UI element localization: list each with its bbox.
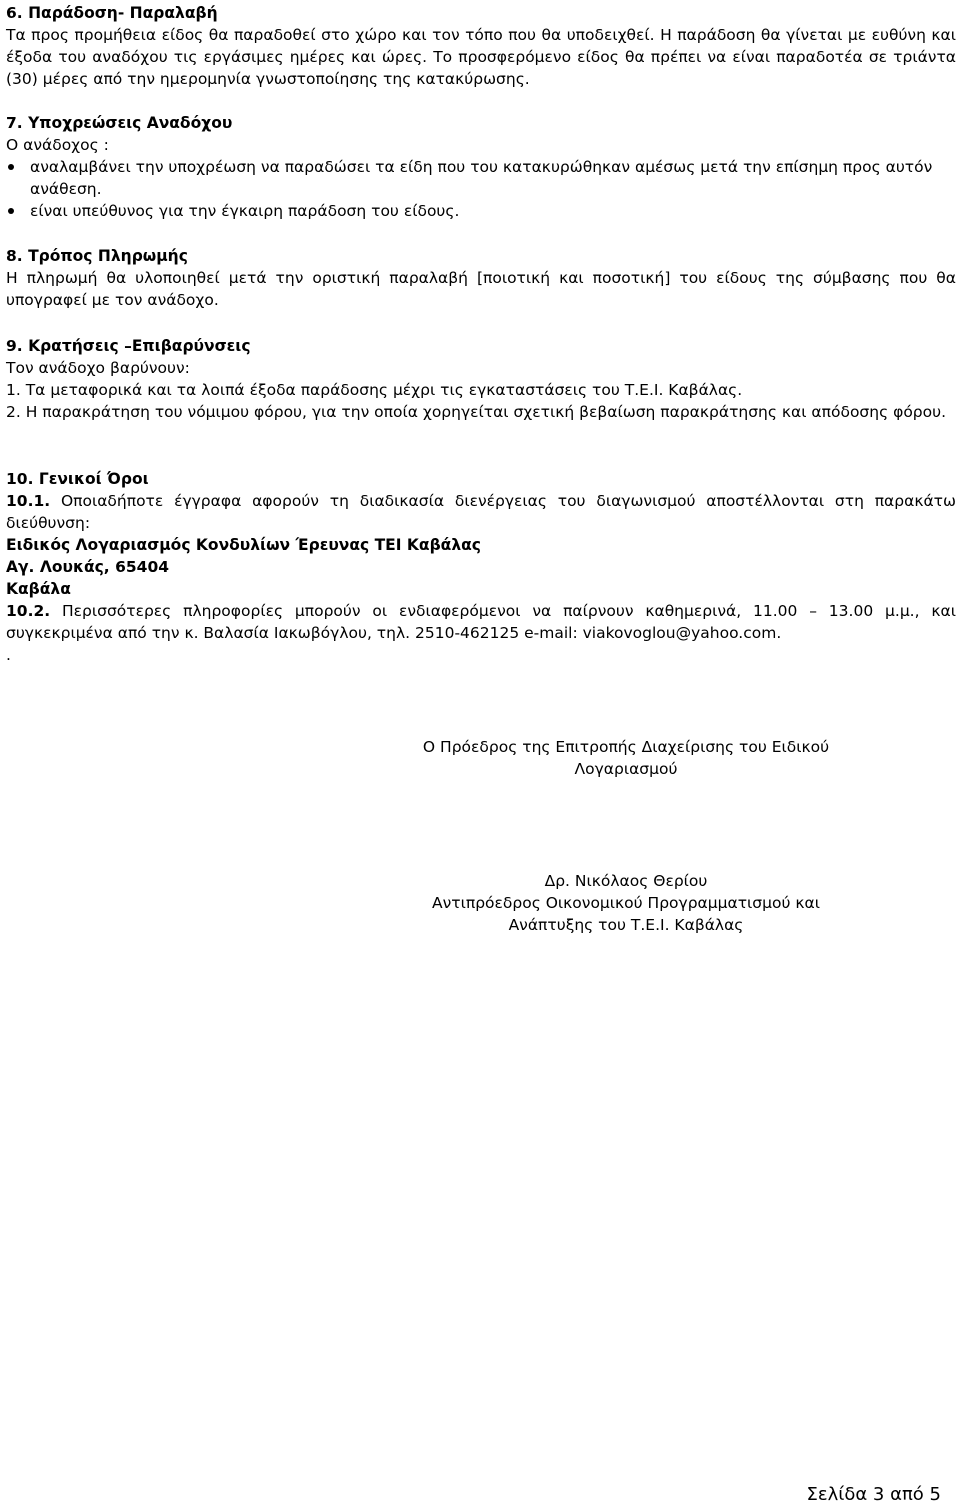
paragraph-10-2 <box>6 600 956 644</box>
list-item: είναι υπεύθυνος για την έγκαιρη παράδοση του είδους. <box>6 200 956 222</box>
address-line: Καβάλα <box>6 580 71 598</box>
section-9 <box>6 335 956 423</box>
address-line: Ειδικός Λογαριασμός Κονδυλίων Έρευνας ΤΕΙ Καβάλας <box>6 536 481 554</box>
paragraph-10-1 <box>6 490 956 534</box>
section-8 <box>6 245 956 311</box>
address-line: Αγ. Λουκάς, 65404 <box>6 558 170 576</box>
list-item: 1. Τα μεταφορικά και τα λοιπά έξοδα παράδοσης μέχρι τις εγκαταστάσεις του Τ.Ε.Ι. Καβάλας. <box>6 381 743 399</box>
section-6 <box>6 2 956 90</box>
section-10 <box>6 468 956 666</box>
page-number: Σελίδα 3 από 5 <box>806 1484 941 1505</box>
signature-role-line: Λογαριασμού <box>574 760 678 778</box>
section-9-intro: Τον ανάδοχο βαρύνουν: <box>6 359 190 377</box>
signature-role <box>346 736 906 780</box>
section-10-title: 10. Γενικοί Όροι <box>6 470 149 488</box>
section-6-title: 6. Παράδοση- Παραλαβή <box>6 4 218 22</box>
section-8-text: Η πληρωμή θα υλοποιηθεί μετά την οριστική παραλαβή [ποιοτική και ποσοτική] του είδους της σύμβασης που θα υπογραφεί με τον ανάδοχο. <box>6 269 956 309</box>
trailing-dot: . <box>6 646 11 664</box>
paragraph-number: 10.2. <box>6 602 51 620</box>
signature-person <box>346 870 906 936</box>
signatory-position-line: Ανάπτυξης του Τ.Ε.Ι. Καβάλας <box>508 916 744 934</box>
list-item: αναλαμβάνει την υποχρέωση να παραδώσει τα είδη που του κατακυρώθηκαν αμέσως μετά την επίσημη προς αυτόν ανάθεση. <box>6 156 956 200</box>
signatory-position-line: Αντιπρόεδρος Οικονομικού Προγραμματισμού και <box>432 894 820 912</box>
list-item: 2. Η παρακράτηση του νόμιμου φόρου, για την οποία χορηγείται σχετική βεβαίωση παρακράτησης και απόδοσης φόρου. <box>6 403 947 421</box>
section-7-intro: Ο ανάδοχος : <box>6 136 109 154</box>
signature-role-line: Ο Πρόεδρος της Επιτροπής Διαχείρισης του Ειδικού <box>422 738 830 756</box>
signatory-name: Δρ. Νικόλαος Θερίου <box>544 872 708 890</box>
obligations-list <box>6 156 956 222</box>
section-8-title: 8. Τρόπος Πληρωμής <box>6 247 188 265</box>
section-7 <box>6 112 956 222</box>
paragraph-number: 10.1. <box>6 492 51 510</box>
section-9-title: 9. Κρατήσεις –Επιβαρύνσεις <box>6 337 251 355</box>
section-7-title: 7. Υποχρεώσεις Αναδόχου <box>6 114 233 132</box>
section-6-text: Τα προς προμήθεια είδος θα παραδοθεί στο χώρο και τον τόπο που θα υποδειχθεί. Η παράδοση θα γίνεται με ευθύνη και έξοδα του αναδόχου τις εργάσιμες ημέρες και ώρες. Το προσφερόμενο είδος θα πρέπει να είναι παραδοτέα σε τριάντα (30) μέρες από την ημερομηνία γνωστοποίησης της κατακύρωσης. <box>6 26 956 88</box>
paragraph-text: Οποιαδήποτε έγγραφα αφορούν τη διαδικασία διενέργειας του διαγωνισμού αποστέλλονται στη παρακάτω διεύθυνση: <box>6 492 956 532</box>
paragraph-text: Περισσότερες πληροφορίες μπορούν οι ενδιαφερόμενοι να παίρνουν καθημερινά, 11.00 – 13.00 μ.μ., και συγκεκριμένα από την κ. Βαλασία Ιακωβόγλου, τηλ. 2510-462125 e-mail: viakovoglou@yahoo.com. <box>6 602 956 642</box>
